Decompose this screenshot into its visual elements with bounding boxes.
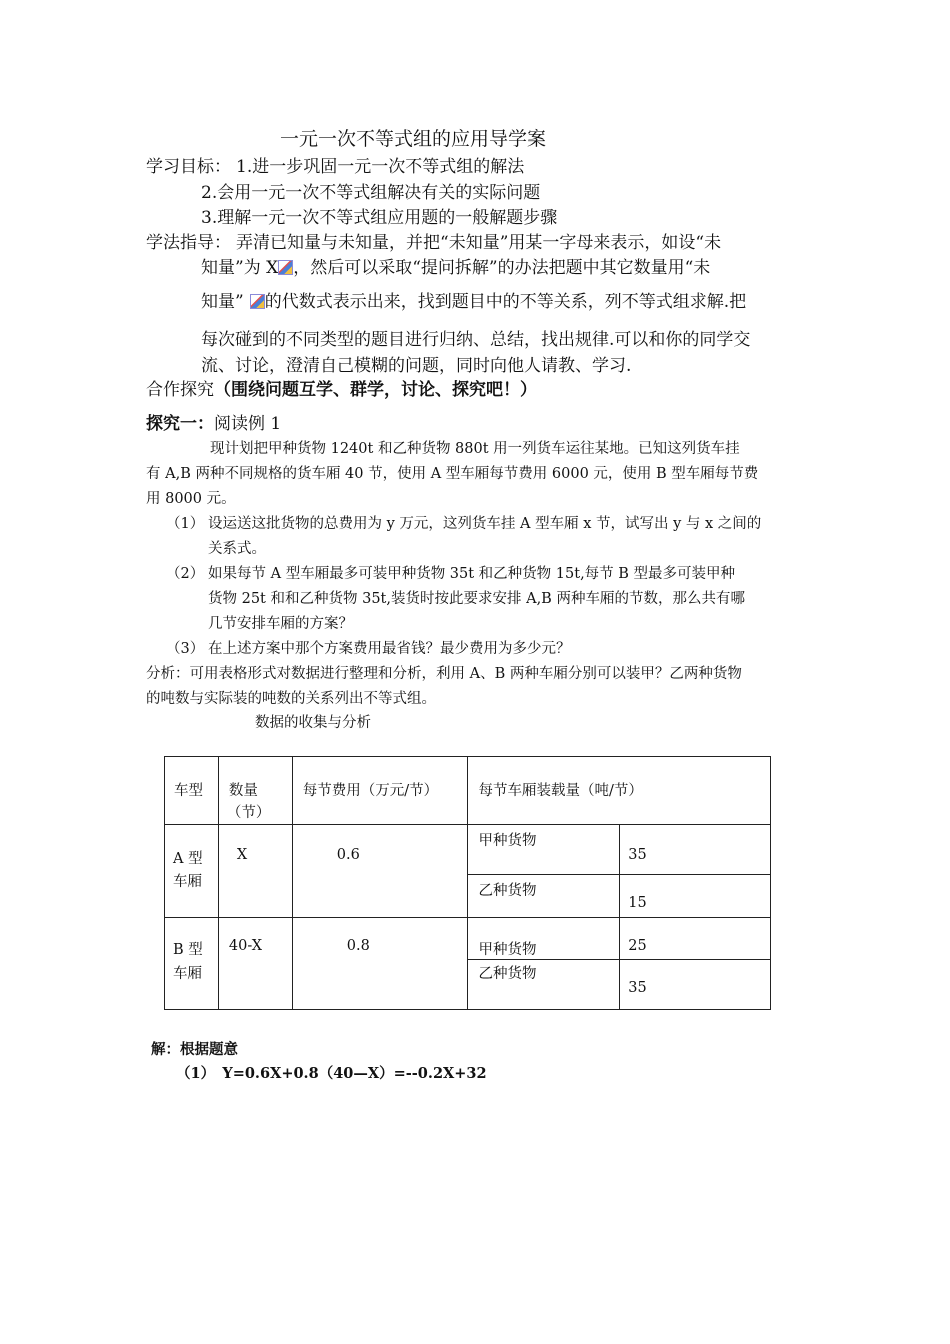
question-2-num: （2） [166,566,205,582]
header-cost: 每节费用（万元/节） [302,783,439,799]
header-count-2: （节） [226,805,271,821]
header-load-cell [468,757,771,825]
broken-image-icon [278,260,293,275]
coop-bold: （围绕问题互学、群学，讨论、探究吧！） [214,380,537,400]
method-label: 学法指导： [146,233,231,253]
row-b-value-1: 25 [628,938,647,954]
coop-label: 合作探究 [146,380,214,400]
row-b-goods-1-cell [468,918,620,960]
question-2-line-1: 如果每节 A 型车厢最多可装甲种货物 35t 和乙种货物 15t,每节 B 型最多可装甲种 [208,566,736,582]
question-1-num: （1） [166,516,205,532]
method-line-3 [201,287,746,312]
broken-image-icon [250,294,265,309]
method-line-3b: 的代数式表示出来，找到题目中的不等关系，列不等式组求解.把 [264,292,747,312]
row-b-goods-2-cell [468,960,620,1010]
problem-line-2: 有 A,B 两种不同规格的货车厢 40 节，使用 A 型车厢每节费用 6000 元，使用 B 型车厢每节费 [146,466,759,482]
question-1-line-1: 设运送这批货物的总费用为 y 万元，这列货车挂 A 型车厢 x 节，试写出 y 与 x 之间的 [208,516,762,532]
row-a-value-2-cell [620,875,771,918]
row-b-cost: 0.8 [346,938,370,954]
goal-item-1: 1.进一步巩固一元一次不等式组的解法 [236,157,525,177]
row-a-cost-cell [292,825,468,918]
explore1-text: 阅读例 1 [214,414,282,434]
table-row-a1 [165,825,771,875]
row-b-goods-1: 甲种货物 [478,942,537,958]
problem-line-3: 用 8000 元。 [146,491,236,507]
table-row-b1 [165,918,771,960]
header-count-cell [218,757,292,825]
data-table [164,756,771,1010]
row-a-count-cell [218,825,292,918]
row-a-goods-2-cell [468,875,620,918]
header-count-1: 数量 [228,783,258,799]
row-a-value-1: 35 [628,847,647,863]
analysis-line-2: 的吨数与实际装的吨数的关系列出不等式组。 [146,691,436,707]
question-1-line-2: 关系式。 [208,541,266,557]
row-a-type-cell [165,825,219,918]
row-a-value-1-cell [620,825,771,875]
question-2-line-2: 货物 25t 和和乙种货物 35t,装货时按此要求安排 A,B 两种车厢的节数，那么共有哪 [208,591,745,607]
row-b-type-1: B 型 [173,942,203,958]
row-a-goods-2: 乙种货物 [478,883,537,899]
row-a-goods-1: 甲种货物 [478,833,537,849]
question-3-num: （3） [166,641,205,657]
method-line-2a: 知量”为 X [201,258,279,278]
method-line-2 [201,253,710,278]
row-b-type-2: 车厢 [173,966,202,982]
row-b-count-cell [218,918,292,1010]
row-a-value-2: 15 [628,895,647,911]
row-a-type-2: 车厢 [173,874,202,890]
solution-line-1: （1） Y=0.6X+0.8（40—X）=--0.2X+32 [176,1065,487,1082]
row-b-cost-cell [292,918,468,1010]
coop-heading [146,375,537,400]
table-header-row [165,757,771,825]
method-line-4: 每次碰到的不同类型的题目进行归纳、总结，找出规律.可以和你的同学交 [201,330,751,350]
row-b-value-2-cell [620,960,771,1010]
row-a-cost: 0.6 [336,847,360,863]
explore1-heading [146,409,281,434]
question-2-line-3: 几节安排车厢的方案？ [208,616,353,632]
table-caption: 数据的收集与分析 [255,715,371,731]
explore1-label: 探究一： [146,414,214,434]
method-line-2b: ，然后可以采取“提问拆解”的办法把题中其它数量用“未 [293,258,711,278]
row-a-type-1: A 型 [173,851,203,867]
method-line-1: 弄清已知量与未知量，并把“未知量”用某一字母来表示，如设“未 [236,233,722,253]
row-b-type-cell [165,918,219,1010]
method-line-3a: 知量” [201,292,244,312]
row-b-value-2: 35 [628,980,647,996]
method-line-5: 流、讨论，澄清自己模糊的问题，同时向他人请教、学习. [201,356,632,376]
row-b-goods-2: 乙种货物 [478,966,537,982]
goals-label: 学习目标： [146,157,231,177]
page-title: 一元一次不等式组的应用导学案 [280,128,547,150]
header-load: 每节车厢装载量（吨/节） [478,783,643,799]
row-a-count: X [236,847,248,863]
analysis-line-1: 分析：可用表格形式对数据进行整理和分析，利用 A、B 两种车厢分别可以装甲？乙两种货物 [146,666,742,682]
goal-item-2: 2.会用一元一次不等式组解决有关的实际问题 [201,183,541,203]
row-b-value-1-cell [620,918,771,960]
header-type-cell [165,757,219,825]
problem-line-1: 现计划把甲种货物 1240t 和乙种货物 880t 用一列货车运往某地。已知这列货车挂 [210,441,740,457]
goal-item-3: 3.理解一元一次不等式组应用题的一般解题步骤 [201,208,558,228]
question-3-line-1: 在上述方案中那个方案费用最省钱？最少费用为多少元？ [208,641,571,657]
row-b-count: 40-X [228,938,263,954]
row-a-goods-1-cell [468,825,620,875]
header-cost-cell [292,757,468,825]
solution-label: 解：根据题意 [151,1041,238,1058]
header-type: 车型 [174,783,203,799]
